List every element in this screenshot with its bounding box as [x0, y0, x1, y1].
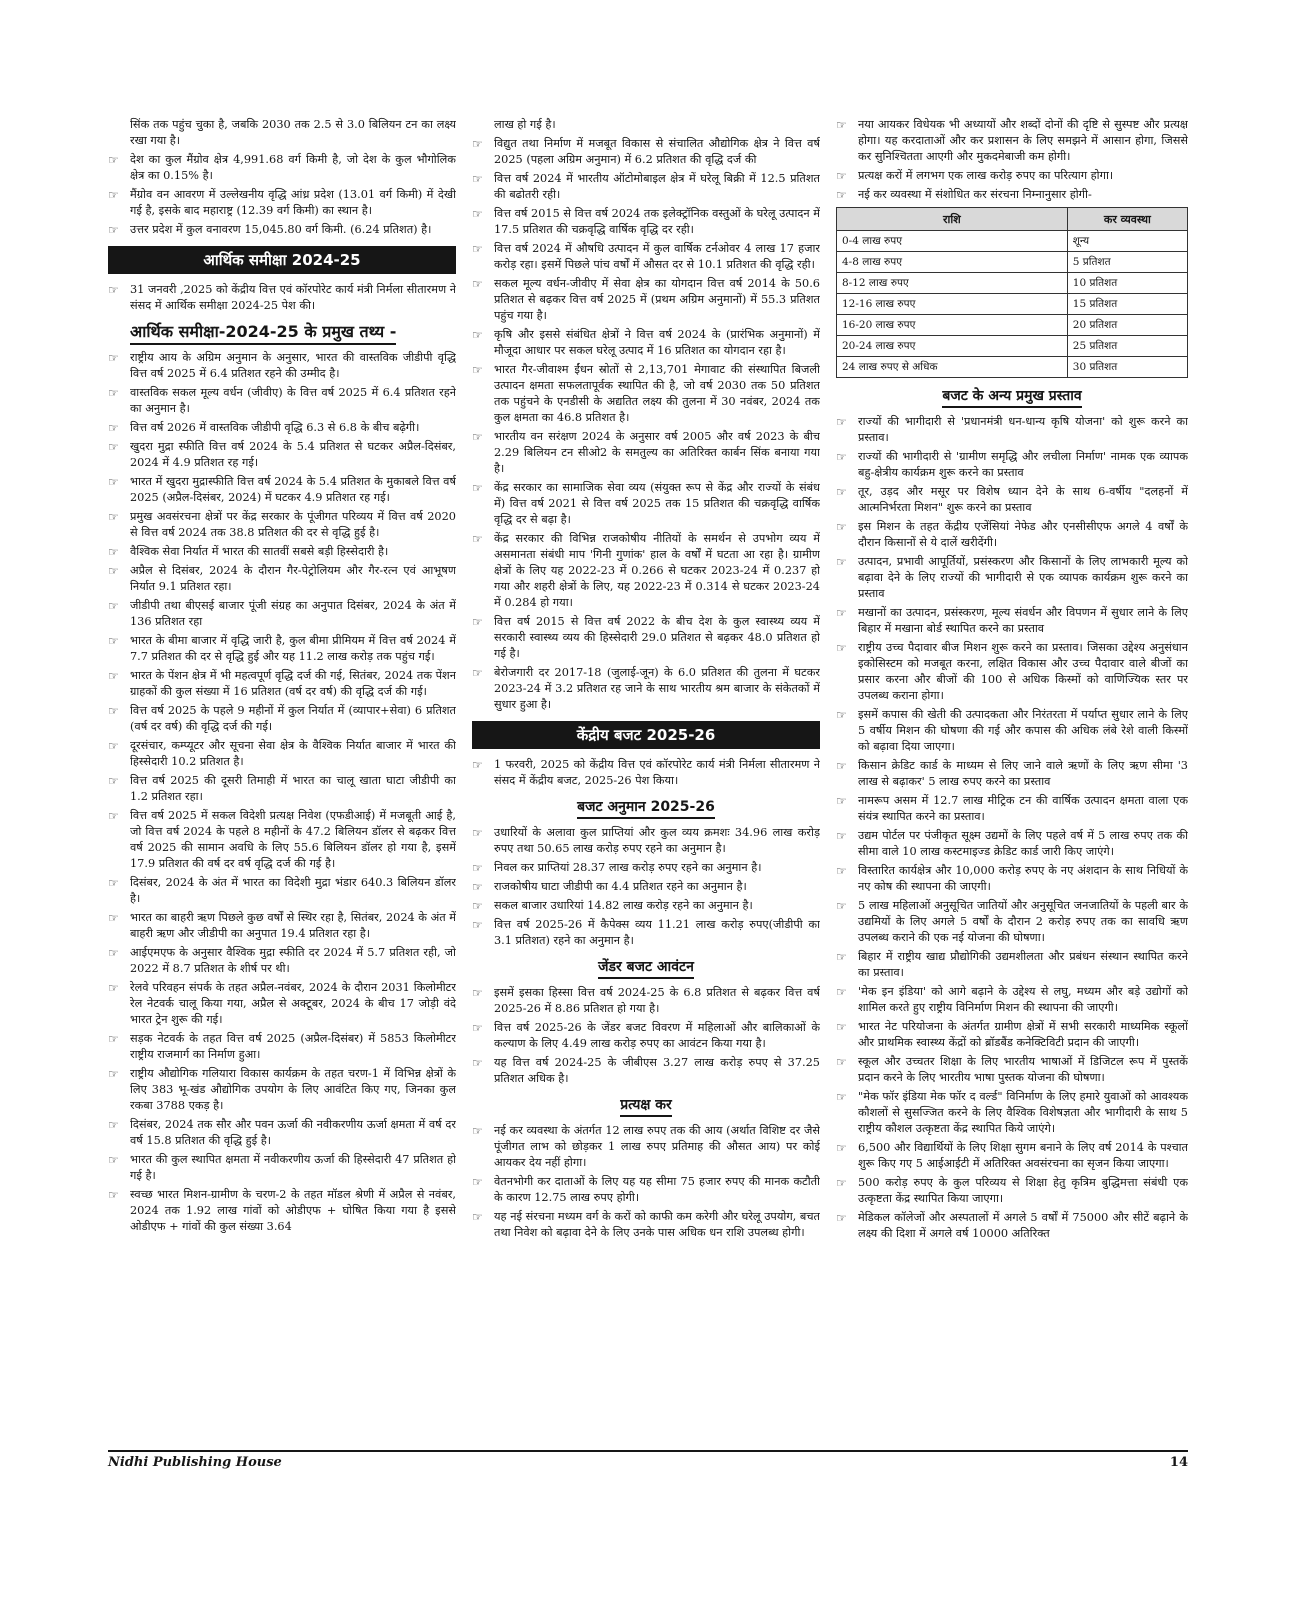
bullet-item	[472, 531, 820, 611]
pointing-hand-icon: ☞	[108, 564, 119, 578]
bullet-item	[108, 282, 456, 314]
bullet-text: राष्ट्रीय औद्योगिक गलियारा विकास कार्यक्रम के तहत चरण-1 में विभिन्न क्षेत्रों के लिए 383 भू-खंड औद्योगिक उपयोग के लिए आवंटित किए गए, जिनका कुल रकबा 3788 एकड़ है।	[130, 1067, 456, 1112]
table-row	[837, 252, 1188, 273]
income-slab-cell: 24 लाख रुपए से अधिक	[837, 357, 1068, 378]
pointing-hand-icon: ☞	[836, 759, 847, 773]
table-row	[837, 336, 1188, 357]
bullet-text: मेडिकल कॉलेजों और अस्पतालों में अगले 5 वर्षों में 75000 और सीटें बढ़ाने के लक्ष्य की दिशा में अगले वर्ष 10000 अतिरिक्त	[858, 1211, 1188, 1240]
bullet-text: भारतीय वन सरंक्षण 2024 के अनुसार वर्ष 2005 और वर्ष 2023 के बीच 2.29 बिलियन टन सीओ2 के समतुल्य का अतिरिक्त कार्बन सिंक बनाया गया है।	[494, 430, 820, 475]
bullet-item	[472, 898, 820, 914]
pointing-hand-icon: ☞	[108, 283, 119, 297]
bullet-text: भारत के बीमा बाजार में वृद्धि जारी है, कुल बीमा प्रीमियम में वित्त वर्ष 2024 में 7.7 प्रतिशत की दर से वृद्धि हुई और यह 11.2 लाख करोड़ तक पहुंच गई।	[130, 634, 456, 663]
bullet-item	[836, 1140, 1188, 1172]
pointing-hand-icon: ☞	[836, 1211, 847, 1225]
bullet-text: वित्त वर्ष 2015 से वित्त वर्ष 2024 तक इलेक्ट्रॉनिक वस्तुओं के घरेलू उत्पादन में 17.5 प्रतिशत की चक्रवृद्धि वार्षिक वृद्धि दर रही।	[494, 207, 820, 236]
bullet-item	[472, 327, 820, 359]
bullet-item	[108, 738, 456, 770]
bullet-text: 500 करोड़ रुपए के कुल परिव्यय से शिक्षा हेतु कृत्रिम बुद्धिमत्ता संबंधी एक उत्कृष्टता केंद्र स्थापित किया जाएगा।	[858, 1176, 1188, 1205]
bullet-text: 1 फरवरी, 2025 को केंद्रीय वित्त एवं कॉरपोरेट कार्य मंत्री निर्मला सीतारमण ने संसद में केंद्रीय बजट, 2025-26 पेश किया।	[494, 758, 820, 787]
bullet-text: देश का कुल मैंग्रोव क्षेत्र 4,991.68 वर्ग किमी है, जो देश के कुल भौगोलिक क्षेत्र का 0.15% है।	[130, 153, 456, 182]
bullet-text: वित्त वर्ष 2026 में वास्तविक जीडीपी वृद्धि 6.3 से 6.8 के बीच बढ़ेगी।	[130, 421, 420, 434]
pointing-hand-icon: ☞	[108, 351, 119, 365]
col2-budget-estimates	[472, 825, 820, 949]
pointing-hand-icon: ☞	[108, 1067, 119, 1081]
bullet-item	[836, 1019, 1188, 1051]
bullet-item	[836, 640, 1188, 704]
pointing-hand-icon: ☞	[108, 545, 119, 559]
bullet-text: उत्तर प्रदेश में कुल वनावरण 15,045.80 वर्ग किमी. (6.24 प्रतिशत) है।	[130, 223, 432, 236]
bullet-text: मखानों का उत्पादन, प्रसंस्करण, मूल्य संवर्धन और विपणन में सुधार लाने के लिए बिहार में मखाना बोर्ड स्थापित करने का प्रस्ताव	[858, 606, 1188, 635]
pointing-hand-icon: ☞	[472, 1210, 483, 1224]
col2-gender-budget	[472, 985, 820, 1087]
table-row	[837, 315, 1188, 336]
bullet-text: भारत में खुदरा मुद्रास्फीति वित्त वर्ष 2024 के 5.4 प्रतिशत के मुकाबले वित्त वर्ष 2025 (अप्रैल-दिसंबर, 2024) में घटकर 4.9 प्रतिशत रह गई।	[130, 475, 456, 504]
pointing-hand-icon: ☞	[836, 520, 847, 534]
bullet-item	[836, 1054, 1188, 1086]
page-number: 14	[1169, 1455, 1188, 1470]
col2-bullets	[472, 136, 820, 713]
table-row	[837, 231, 1188, 252]
bullet-item	[472, 480, 820, 528]
bullet-item	[836, 898, 1188, 946]
pointing-hand-icon: ☞	[472, 1124, 483, 1138]
bullet-item	[108, 1117, 456, 1149]
bullet-item	[836, 828, 1188, 860]
pointing-hand-icon: ☞	[472, 666, 483, 680]
section-banner-union-budget: केंद्रीय बजट 2025-26	[472, 721, 820, 749]
page-footer	[108, 1450, 1188, 1470]
bullet-text: उद्यम पोर्टल पर पंजीकृत सूक्ष्म उद्यमों के लिए पहले वर्ष में 5 लाख रुपए तक की सीमा वाले 10 लाख कस्टमाइज्ड क्रेडिट कार्ड जारी किए जाएंगे।	[858, 829, 1188, 858]
bullet-item	[108, 808, 456, 872]
bullet-text: तूर, उड़द और मसूर पर विशेष ध्यान देने के साथ 6-वर्षीय "दलहनों में आत्मनिर्भरता मिशन" शुरू करने का प्रस्ताव	[858, 485, 1188, 514]
bullet-item	[472, 171, 820, 203]
bullet-item	[836, 168, 1188, 184]
bullet-item	[836, 187, 1188, 203]
bullet-text: नया आयकर विधेयक भी अध्यायों और शब्दों दोनों की दृष्टि से सुस्पष्ट और प्रत्यक्ष होगा। यह करदाताओं और कर प्रशासन के लिए समझने में आसान होगा, जिससे कर सुनिश्चितता आएगी और मुकदमेबाजी कम होगी।	[858, 118, 1188, 163]
pointing-hand-icon: ☞	[108, 188, 119, 202]
pointing-hand-icon: ☞	[472, 986, 483, 1000]
pointing-hand-icon: ☞	[836, 1141, 847, 1155]
bullet-text: वित्त वर्ष 2025-26 में कैपेक्स व्यय 11.21 लाख करोड़ रुपए(जीडीपी का 3.1 प्रतिशत) रहने का अनुमान है।	[494, 918, 820, 947]
pointing-hand-icon: ☞	[108, 440, 119, 454]
bullet-item	[836, 605, 1188, 637]
pointing-hand-icon: ☞	[836, 485, 847, 499]
bullet-item	[108, 474, 456, 506]
bullet-text: वित्त वर्ष 2025-26 के जेंडर बजट विवरण में महिलाओं और बालिकाओं के कल्याण के लिए 4.49 लाख करोड़ रुपए का आवंटन किया गया है।	[494, 1021, 820, 1050]
subheading-other-proposals	[836, 386, 1188, 406]
bullet-text: उत्पादन, प्रभावी आपूर्तियों, प्रसंस्करण और किसानों के लिए लाभकारी मूल्य को बढ़ावा देने के लिए राज्यों की भागीदारी से एक व्यापक कार्यक्रम शुरू करने का प्रस्ताव	[858, 555, 1188, 600]
bullet-item	[472, 614, 820, 662]
bullet-text: वित्त वर्ष 2024 में औषधि उत्पादन में कुल वार्षिक टर्नओवर 4 लाख 17 हजार करोड़ रहा। इसमें पिछले पांच वर्षों में औसत दर से 10.1 प्रतिशत की वृद्धि रही।	[494, 242, 820, 271]
pointing-hand-icon: ☞	[472, 242, 483, 256]
column-left	[108, 117, 456, 1460]
bullet-text: बिहार में राष्ट्रीय खाद्य प्रौद्योगिकी उद्यमशीलता और प्रबंधन संस्थान स्थापित करने का प्रस्ताव।	[858, 950, 1188, 979]
pointing-hand-icon: ☞	[836, 606, 847, 620]
pointing-hand-icon: ☞	[836, 1176, 847, 1190]
pointing-hand-icon: ☞	[108, 809, 119, 823]
bullet-text: 'मेक इन इंडिया' को आगे बढ़ाने के उद्देश्य से लघु, मध्यम और बड़े उद्योगों को शामिल करते हुए राष्ट्रीय विनिर्माण मिशन की स्थापना की जाएगी।	[858, 985, 1188, 1014]
subheading-direct-tax	[472, 1095, 820, 1115]
pointing-hand-icon: ☞	[472, 430, 483, 444]
publisher-name: Nidhi Publishing House	[108, 1455, 282, 1470]
bullet-text: वित्त वर्ष 2025 के पहले 9 महीनों में कुल निर्यात में (व्यापार+सेवा) 6 प्रतिशत (वर्ष दर वर्ष) की वृद्धि दर्ज की गई।	[130, 704, 456, 733]
pointing-hand-icon: ☞	[836, 641, 847, 655]
pointing-hand-icon: ☞	[836, 415, 847, 429]
table-row	[837, 294, 1188, 315]
bullet-item	[836, 793, 1188, 825]
bullet-text: आईएमएफ के अनुसार वैश्विक मुद्रा स्फीति दर 2024 में 5.7 प्रतिशत रही, जो 2022 में 8.7 प्रतिशत के शीर्ष पर थी।	[130, 946, 456, 975]
pointing-hand-icon: ☞	[108, 153, 119, 167]
income-slab-cell: 16-20 लाख रुपए	[837, 315, 1068, 336]
bullet-item	[472, 860, 820, 876]
bullet-text: राष्ट्रीय उच्च पैदावार बीज मिशन शुरू करने का प्रस्ताव। जिसका उद्देश्य अनुसंधान इकोसिस्टम को मजबूत करना, लक्षित विकास और उच्च पैदावार वाले बीजों का प्रसार करना और बीजों की 100 से अधिक किस्मों को वाणिज्यिक स्तर पर उपलब्ध कराना होगा।	[858, 641, 1188, 702]
pointing-hand-icon: ☞	[108, 599, 119, 613]
bullet-item	[108, 544, 456, 560]
tax-table-header-row	[837, 208, 1188, 231]
col3-bullets	[836, 117, 1188, 203]
pointing-hand-icon: ☞	[472, 207, 483, 221]
section-banner-economic-survey: आर्थिक समीक्षा 2024-25	[108, 246, 456, 274]
bullet-text: उधारियों के अलावा कुल प्राप्तियां और कुल व्यय क्रमशः 34.96 लाख करोड़ रुपए तथा 50.65 लाख करोड़ रुपए रहने का अनुमान है।	[494, 826, 820, 855]
col2-banner-bullets	[472, 757, 820, 789]
paragraph: लाख हो गई है।	[494, 118, 556, 131]
pointing-hand-icon: ☞	[108, 911, 119, 925]
bullet-item	[108, 1031, 456, 1063]
bullet-text: प्रमुख अवसंरचना क्षेत्रों पर केंद्र सरकार के पूंजीगत परिव्यय में वित्त वर्ष 2020 से वित्त वर्ष 2024 तक 38.8 प्रतिशत की दर से वृद्धि हुई है।	[130, 510, 456, 539]
bullet-item	[836, 984, 1188, 1016]
bullet-item	[108, 910, 456, 942]
bullet-text: यह वित्त वर्ष 2024-25 के जीबीएस 3.27 लाख करोड़ रुपए से 37.25 प्रतिशत अधिक है।	[494, 1056, 820, 1085]
bullet-text: स्कूल और उच्चतर शिक्षा के लिए भारतीय भाषाओं में डिजिटल रूप में पुस्तकें प्रदान करने के लिए भारतीय भाषा पुस्तक योजना की घोषणा।	[858, 1055, 1188, 1084]
pointing-hand-icon: ☞	[108, 386, 119, 400]
bullet-item	[108, 350, 456, 382]
bullet-text: राष्ट्रीय आय के अग्रिम अनुमान के अनुसार, भारत की वास्तविक जीडीपी वृद्धि वित्त वर्ष 2025 में 6.4 प्रतिशत रहने की उम्मीद है।	[130, 351, 456, 380]
bullet-text: राजकोषीय घाटा जीडीपी का 4.4 प्रतिशत रहने का अनुमान है।	[494, 880, 747, 893]
col1-banner-bullets	[108, 282, 456, 314]
bullet-text: केंद्र सरकार का सामाजिक सेवा व्यय (संयुक्त रूप से केंद्र और राज्यों के संबंध में) वित्त वर्ष 2021 से वित्त वर्ष 2025 तक 15 प्रतिशत की चक्रवृद्धि वार्षिक वृद्धि दर से बढ़ा है।	[494, 481, 820, 526]
bullet-text: वैश्विक सेवा निर्यात में भारत की सातवीं सबसे बड़ी हिस्सेदारी है।	[130, 545, 389, 558]
income-slab-cell: 4-8 लाख रुपए	[837, 252, 1068, 273]
subheading-gender-budget	[472, 957, 820, 977]
column-middle	[472, 117, 820, 1460]
bullet-text: नई कर व्यवस्था में संशोधित कर संरचना निम्नानुसार होगी-	[858, 188, 1092, 201]
bullet-text: वित्त वर्ष 2025 में सकल विदेशी प्रत्यक्ष निवेश (एफडीआई) में मजबूती आई है, जो वित्त वर्ष 2024 के पहले 8 महीनों के 47.2 बिलियन डॉलर से बढ़कर वित्त वर्ष 2025 की सामान अवधि के लिए 55.6 बिलियन डॉलर हो गया है, इसमें 17.9 प्रतिशत की वर्ष दर वर्ष वृद्धि दर्ज की गई है।	[130, 809, 456, 870]
bullet-item	[108, 152, 456, 184]
pointing-hand-icon: ☞	[472, 826, 483, 840]
bullet-item	[108, 563, 456, 595]
pointing-hand-icon: ☞	[472, 481, 483, 495]
bullet-item	[836, 1175, 1188, 1207]
tax-table-header-rate: कर व्यवस्था	[1067, 208, 1187, 231]
col1-intro	[108, 117, 456, 149]
bullet-text: रेलवे परिवहन संपर्क के तहत अप्रैल-नवंबर, 2024 के दौरान 2031 किलोमीटर रेल नेटवर्क चालू किया गया, अप्रैल से अक्टूबर, 2024 के बीच 17 जोड़ी वंदे भारत ट्रेन शुरू की गई।	[130, 981, 456, 1026]
col1-facts	[108, 350, 456, 1235]
bullet-text: नामरूप असम में 12.7 लाख मीट्रिक टन की वार्षिक उत्पादन क्षमता वाला एक संयंत्र स्थापित करने का प्रस्ताव।	[858, 794, 1188, 823]
pointing-hand-icon: ☞	[472, 328, 483, 342]
pointing-hand-icon: ☞	[472, 918, 483, 932]
pointing-hand-icon: ☞	[472, 1056, 483, 1070]
pointing-hand-icon: ☞	[836, 118, 847, 132]
bullet-text: सड़क नेटवर्क के तहत वित्त वर्ष 2025 (अप्रैल-दिसंबर) में 5853 किलोमीटर राष्ट्रीय राजमार्ग का निर्माण हुआ।	[130, 1032, 456, 1061]
bullet-item	[836, 414, 1188, 446]
tax-rate-cell: 15 प्रतिशत	[1067, 294, 1187, 315]
bullet-text: भारत का बाहरी ऋण पिछले कुछ वर्षों से स्थिर रहा है, सितंबर, 2024 के अंत में बाहरी ऋण और जीडीपी का अनुपात 19.4 प्रतिशत रहा है।	[130, 911, 456, 940]
pointing-hand-icon: ☞	[108, 876, 119, 890]
pointing-hand-icon: ☞	[108, 510, 119, 524]
bullet-text: नई कर व्यवस्था के अंतर्गत 12 लाख रुपए तक की आय (अर्थात विशिष्ट दर जैसे पूंजीगत लाभ को छोड़कर 1 लाख रुपए प्रतिमाह की औसत आय) पर कोई आयकर देय नहीं होगा।	[494, 1124, 820, 1169]
bullet-item	[108, 980, 456, 1028]
pointing-hand-icon: ☞	[836, 450, 847, 464]
pointing-hand-icon: ☞	[108, 1032, 119, 1046]
bullet-text: इसमें इसका हिस्सा वित्त वर्ष 2024-25 के 6.8 प्रतिशत से बढ़कर वित्त वर्ष 2025-26 में 8.86 प्रतिशत हो गया है।	[494, 986, 820, 1015]
bullet-item	[108, 420, 456, 436]
bullet-text: 6,500 और विद्यार्थियों के लिए शिक्षा सुगम बनाने के लिए वर्ष 2014 के पश्चात शुरू किए गए 5 आईआईटी में अतिरिक्त अवसंरचना का सृजन किया जाएगा।	[858, 1141, 1188, 1170]
pointing-hand-icon: ☞	[836, 1090, 847, 1104]
pointing-hand-icon: ☞	[472, 899, 483, 913]
pointing-hand-icon: ☞	[108, 946, 119, 960]
bullet-text: भारत नेट परियोजना के अंतर्गत ग्रामीण क्षेत्रों में सभी सरकारी माध्यमिक स्कूलों और प्राथमिक स्वास्थ्य केंद्रों को ब्रॉडबैंड कनेक्टिविटी प्रदान की जाएगी।	[858, 1020, 1188, 1049]
bullet-item	[108, 509, 456, 541]
subheading-key-facts-text: आर्थिक समीक्षा-2024-25 के प्रमुख तथ्य -	[130, 322, 396, 345]
subheading-other-proposals-text: बजट के अन्य प्रमुख प्रस्ताव	[942, 388, 1081, 408]
bullet-text: इस मिशन के तहत केंद्रीय एजेंसियां नेफेड और एनसीसीएफ अगले 4 वर्षों के दौरान किसानों से ये दालें खरीदेंगी।	[858, 520, 1188, 549]
pointing-hand-icon: ☞	[108, 739, 119, 753]
bullet-text: विस्तारित कार्यक्षेत्र और 10,000 करोड़ रुपए के नए अंशदान के साथ निधियों के नए कोष की स्थापना की जाएगी।	[858, 864, 1188, 893]
income-slab-cell: 8-12 लाख रुपए	[837, 273, 1068, 294]
bullet-item	[472, 206, 820, 238]
pointing-hand-icon: ☞	[836, 555, 847, 569]
bullet-item	[108, 1152, 456, 1184]
income-slab-cell: 20-24 लाख रुपए	[837, 336, 1068, 357]
subheading-gender-budget-text: जेंडर बजट आवंटन	[598, 959, 694, 979]
bullet-item	[472, 1209, 820, 1241]
bullet-item	[836, 707, 1188, 755]
pointing-hand-icon: ☞	[836, 829, 847, 843]
bullet-text: प्रत्यक्ष करों में लगभग एक लाख करोड़ रुपए का परित्याग होगा।	[858, 169, 1114, 182]
bullet-item	[836, 519, 1188, 551]
col2-intro	[472, 117, 820, 133]
bullet-item	[836, 949, 1188, 981]
pointing-hand-icon: ☞	[472, 363, 483, 377]
bullet-item	[836, 484, 1188, 516]
pointing-hand-icon: ☞	[836, 864, 847, 878]
pointing-hand-icon: ☞	[472, 758, 483, 772]
bullet-item	[108, 598, 456, 630]
pointing-hand-icon: ☞	[108, 1153, 119, 1167]
tax-rate-cell: 5 प्रतिशत	[1067, 252, 1187, 273]
bullet-text: दूरसंचार, कम्प्यूटर और सूचना सेवा क्षेत्र के वैश्विक निर्यात बाजार में भारत की हिस्सेदारी 10.2 प्रतिशत है।	[130, 739, 456, 768]
bullet-item	[472, 825, 820, 857]
bullet-item	[108, 385, 456, 417]
bullet-text: सकल मूल्य वर्धन-जीवीए में सेवा क्षेत्र का योगदान वित्त वर्ष 2014 के 50.6 प्रतिशत से बढ़कर वित्त वर्ष 2025 में (प्रथम अग्रिम अनुमानों) में 55.3 प्रतिशत पहुंच गया है।	[494, 277, 820, 322]
bullet-text: खुदरा मुद्रा स्फीति वित्त वर्ष 2024 के 5.4 प्रतिशत से घटकर अप्रैल-दिसंबर, 2024 में 4.9 प्रतिशत रह गई।	[130, 440, 456, 469]
bullet-text: केंद्र सरकार की विभिन्न राजकोषीय नीतियों के समर्थन से उपभोग व्यय में असमानता संबंधी माप 'गिनी गुणांक' हाल के वर्षों में घटता आ रहा है। ग्रामीण क्षेत्रों के लिए यह 2022-23 में 0.266 से घटकर 2023-24 में 0.237 हो गया और शहरी क्षेत्रों के लिए, यह 2022-23 में 0.314 से घटकर 2023-24 में 0.284 हो गया।	[494, 532, 820, 609]
pointing-hand-icon: ☞	[108, 774, 119, 788]
bullet-text: दिसंबर, 2024 के अंत में भारत का विदेशी मुद्रा भंडार 640.3 बिलियन डॉलर है।	[130, 876, 456, 905]
column-right	[836, 117, 1188, 1460]
bullet-item	[472, 879, 820, 895]
pointing-hand-icon: ☞	[108, 421, 119, 435]
pointing-hand-icon: ☞	[472, 615, 483, 629]
bullet-item	[472, 757, 820, 789]
tax-rate-cell: शून्य	[1067, 231, 1187, 252]
subheading-direct-tax-text: प्रत्यक्ष कर	[620, 1097, 672, 1117]
table-row	[837, 273, 1188, 294]
subheading-budget-estimates-text: बजट अनुमान 2025-26	[577, 799, 715, 819]
income-slab-cell: 12-16 लाख रुपए	[837, 294, 1068, 315]
pointing-hand-icon: ☞	[472, 172, 483, 186]
bullet-item	[836, 863, 1188, 895]
pointing-hand-icon: ☞	[836, 950, 847, 964]
pointing-hand-icon: ☞	[472, 1021, 483, 1035]
tax-table-header-amount: राशि	[837, 208, 1068, 231]
bullet-text: वित्त वर्ष 2024 में भारतीय ऑटोमोबाइल क्षेत्र में घरेलू बिक्री में 12.5 प्रतिशत की बढोतरी रही।	[494, 172, 820, 201]
col1-bullets	[108, 152, 456, 238]
bullet-text: भारत की कुल स्थापित क्षमता में नवीकरणीय ऊर्जा की हिस्सेदारी 47 प्रतिशत हो गई है।	[130, 1153, 456, 1182]
bullet-item	[108, 222, 456, 238]
bullet-item	[836, 1089, 1188, 1137]
bullet-text: वित्त वर्ष 2025 की दूसरी तिमाही में भारत का चालू खाता घाटा जीडीपी का 1.2 प्रतिशत रहा।	[130, 774, 456, 803]
pointing-hand-icon: ☞	[836, 1020, 847, 1034]
bullet-text: कृषि और इससे संबंधित क्षेत्रों ने वित्त वर्ष 2024 के (प्रारंभिक अनुमानों) में मौजूदा आधार पर सकल घरेलू उत्पाद में 16 प्रतिशत का योगदान रहा है।	[494, 328, 820, 357]
subheading-key-facts	[108, 322, 456, 342]
tax-rate-cell: 20 प्रतिशत	[1067, 315, 1187, 336]
bullet-item	[472, 985, 820, 1017]
bullet-item	[108, 1066, 456, 1114]
col2-direct-tax	[472, 1123, 820, 1241]
bullet-item	[108, 187, 456, 219]
bullet-text: वित्त वर्ष 2015 से वित्त वर्ष 2022 के बीच देश के कुल स्वास्थ्य व्यय में सरकारी स्वास्थ्य व्यय की हिस्सेदारी 29.0 प्रतिशत से बढ़कर 48.0 प्रतिशत हो गई है।	[494, 615, 820, 660]
tax-rate-cell: 25 प्रतिशत	[1067, 336, 1187, 357]
pointing-hand-icon: ☞	[836, 169, 847, 183]
bullet-text: दिसंबर, 2024 तक सौर और पवन ऊर्जा की नवीकरणीय ऊर्जा क्षमता में वर्ष दर वर्ष 15.8 प्रतिशत की वृद्धि हुई है।	[130, 1118, 456, 1147]
bullet-item	[108, 633, 456, 665]
pointing-hand-icon: ☞	[472, 532, 483, 546]
bullet-item	[472, 276, 820, 324]
bullet-item	[472, 917, 820, 949]
bullet-text: यह नई संरचना मध्यम वर्ग के करों को काफी कम करेगी और घरेलू उपयोग, बचत तथा निवेश को बढ़ावा देने के लिए उनके पास अधिक धन राशि उपलब्ध होगी।	[494, 1210, 820, 1239]
table-row	[837, 357, 1188, 378]
pointing-hand-icon: ☞	[108, 704, 119, 718]
tax-slab-table	[836, 207, 1188, 378]
pointing-hand-icon: ☞	[836, 794, 847, 808]
pointing-hand-icon: ☞	[836, 985, 847, 999]
pointing-hand-icon: ☞	[108, 223, 119, 237]
bullet-text: राज्यों की भागीदारी से 'ग्रामीण समृद्धि और लचीला निर्माण' नामक एक व्यापक बहु-क्षेत्रीय कार्यक्रम शुरू करने का प्रस्ताव	[858, 450, 1188, 479]
tax-table-body	[837, 231, 1188, 378]
col3-proposals	[836, 414, 1188, 1242]
pointing-hand-icon: ☞	[472, 1175, 483, 1189]
bullet-item	[108, 668, 456, 700]
bullet-text: मैंग्रोव वन आवरण में उल्लेखनीय वृद्धि आंध्र प्रदेश (13.01 वर्ग किमी) में देखी गई है, इसके बाद महाराष्ट्र (12.39 वर्ग किमी) का स्थान है।	[130, 188, 456, 217]
bullet-text: किसान क्रेडिट कार्ड के माध्यम से लिए जाने वाले ऋणों के लिए ऋण सीमा '3 लाख से बढ़ाकर' 5 लाख रुपए करने का प्रस्ताव	[858, 759, 1188, 788]
pointing-hand-icon: ☞	[836, 708, 847, 722]
bullet-item	[108, 773, 456, 805]
pointing-hand-icon: ☞	[836, 899, 847, 913]
bullet-text: जीडीपी तथा बीएसई बाजार पूंजी संग्रह का अनुपात दिसंबर, 2024 के अंत में 136 प्रतिशत रहा	[130, 599, 456, 628]
bullet-item	[472, 136, 820, 168]
bullet-item	[836, 449, 1188, 481]
bullet-item	[472, 1174, 820, 1206]
tax-rate-cell: 10 प्रतिशत	[1067, 273, 1187, 294]
bullet-item	[472, 362, 820, 426]
bullet-text: बेरोजगारी दर 2017-18 (जुलाई-जून) के 6.0 प्रतिशत की तुलना में घटकर 2023-24 में 3.2 प्रतिशत रह जाने के साथ भारतीय श्रम बाजार के संकेतकों में सुधार हुआ है।	[494, 666, 820, 711]
bullet-item	[836, 1210, 1188, 1242]
pointing-hand-icon: ☞	[108, 1118, 119, 1132]
bullet-text: स्वच्छ भारत मिशन-ग्रामीण के चरण-2 के तहत मॉडल श्रेणी में अप्रैल से नवंबर, 2024 तक 1.92 लाख गांवों को ओडीएफ + घोषित किया गया है इससे ओडीएफ + गांवों की कुल संख्या 3.64	[130, 1188, 456, 1233]
bullet-item	[836, 117, 1188, 165]
subheading-budget-estimates	[472, 797, 820, 817]
bullet-text: राज्यों की भागीदारी से 'प्रधानमंत्री धन-धान्य कृषि योजना' को शुरू करने का प्रस्ताव।	[858, 415, 1188, 444]
bullet-item	[108, 703, 456, 735]
pointing-hand-icon: ☞	[836, 1055, 847, 1069]
pointing-hand-icon: ☞	[108, 981, 119, 995]
bullet-text: "मेक फॉर इंडिया मेक फॉर द वर्ल्ड" विनिर्माण के लिए हमारे युवाओं को आवश्यक कौशलों से सुसज्जित करने के लिए वैश्विक विशेषज्ञता और भागीदारी के साथ 5 राष्ट्रीय कौशल उत्कृष्टता केंद्र स्थापित किये जाएंगे।	[858, 1090, 1188, 1135]
pointing-hand-icon: ☞	[472, 277, 483, 291]
bullet-item	[108, 945, 456, 977]
bullet-text: वेतनभोगी कर दाताओं के लिए यह यह सीमा 75 हजार रुपए की मानक कटौती के कारण 12.75 लाख रुपए होगी।	[494, 1175, 820, 1204]
bullet-item	[472, 241, 820, 273]
bullet-item	[108, 875, 456, 907]
pointing-hand-icon: ☞	[472, 137, 483, 151]
bullet-text: इसमें कपास की खेती की उत्पादकता और निरंतरता में पर्याप्त सुधार लाने के लिए 5 वर्षीय मिशन की घोषणा की गई और कपास की अधिक लंबे रेशे वाली किस्मों को बढ़ावा दिया जाएगा।	[858, 708, 1188, 753]
tax-table-head	[837, 208, 1188, 231]
bullet-text: भारत गैर-जीवाश्म ईंधन स्रोतों से 2,13,701 मेगावाट की संस्थापित बिजली उत्पादन क्षमता सफलतापूर्वक स्थापित की है, जो वर्ष 2030 तक 50 प्रतिशत तक पहुंचने के एनडीसी के अद्यतित लक्ष्य की तुलना में 30 नवंबर, 2024 तक कुल क्षमता का 46.8 प्रतिशत है।	[494, 363, 820, 424]
pointing-hand-icon: ☞	[108, 475, 119, 489]
pointing-hand-icon: ☞	[472, 880, 483, 894]
bullet-text: भारत के पेंशन क्षेत्र में भी महत्वपूर्ण वृद्धि दर्ज की गई, सितंबर, 2024 तक पेंशन ग्राहकों की कुल संख्या में 16 प्रतिशत (वर्ष दर वर्ष) की वृद्धि दर्ज की गई।	[130, 669, 456, 698]
bullet-text: 5 लाख महिलाओं अनुसूचित जातियों और अनुसूचित जनजातियों के पहली बार के उद्यमियों के लिए अगले 5 वर्षों के दौरान 2 करोड़ रुपए तक का सावधि ऋण उपलब्ध कराने की एक नई योजना की घोषणा।	[858, 899, 1188, 944]
bullet-item	[836, 758, 1188, 790]
bullet-text: वास्तविक सकल मूल्य वर्धन (जीवीए) के वित्त वर्ष 2025 में 6.4 प्रतिशत रहने का अनुमान है।	[130, 386, 456, 415]
bullet-item	[836, 554, 1188, 602]
bullet-text: अप्रैल से दिसंबर, 2024 के दौरान गैर-पेट्रोलियम और गैर-रत्न एवं आभूषण निर्यात 9.1 प्रतिशत रहा।	[130, 564, 456, 593]
bullet-text: सकल बाजार उधारियां 14.82 लाख करोड़ रहने का अनुमान है।	[494, 899, 753, 912]
bullet-item	[472, 429, 820, 477]
bullet-item	[472, 1055, 820, 1087]
pointing-hand-icon: ☞	[836, 188, 847, 202]
paragraph: सिंक तक पहुंच चुका है, जबकि 2030 तक 2.5 से 3.0 बिलियन टन का लक्ष्य रखा गया है।	[130, 118, 456, 147]
bullet-text: निवल कर प्राप्तियां 28.37 लाख करोड़ रुपए रहने का अनुमान है।	[494, 861, 762, 874]
bullet-item	[472, 1020, 820, 1052]
pointing-hand-icon: ☞	[472, 861, 483, 875]
bullet-item	[472, 1123, 820, 1171]
bullet-item	[108, 1187, 456, 1235]
bullet-text: 31 जनवरी ,2025 को केंद्रीय वित्त एवं कॉरपोरेट कार्य मंत्री निर्मला सीतारमण ने संसद में आर्थिक समीक्षा 2024-25 पेश की।	[130, 283, 456, 312]
bullet-item	[108, 439, 456, 471]
tax-rate-cell: 30 प्रतिशत	[1067, 357, 1187, 378]
bullet-text: विद्युत तथा निर्माण में मजबूत विकास से संचालित औद्योगिक क्षेत्र ने वित्त वर्ष 2025 (पहला अग्रिम अनुमान) में 6.2 प्रतिशत की वृद्धि दर्ज की	[494, 137, 820, 166]
pointing-hand-icon: ☞	[108, 1188, 119, 1202]
income-slab-cell: 0-4 लाख रुपए	[837, 231, 1068, 252]
pointing-hand-icon: ☞	[108, 634, 119, 648]
pointing-hand-icon: ☞	[108, 669, 119, 683]
bullet-item	[472, 665, 820, 713]
